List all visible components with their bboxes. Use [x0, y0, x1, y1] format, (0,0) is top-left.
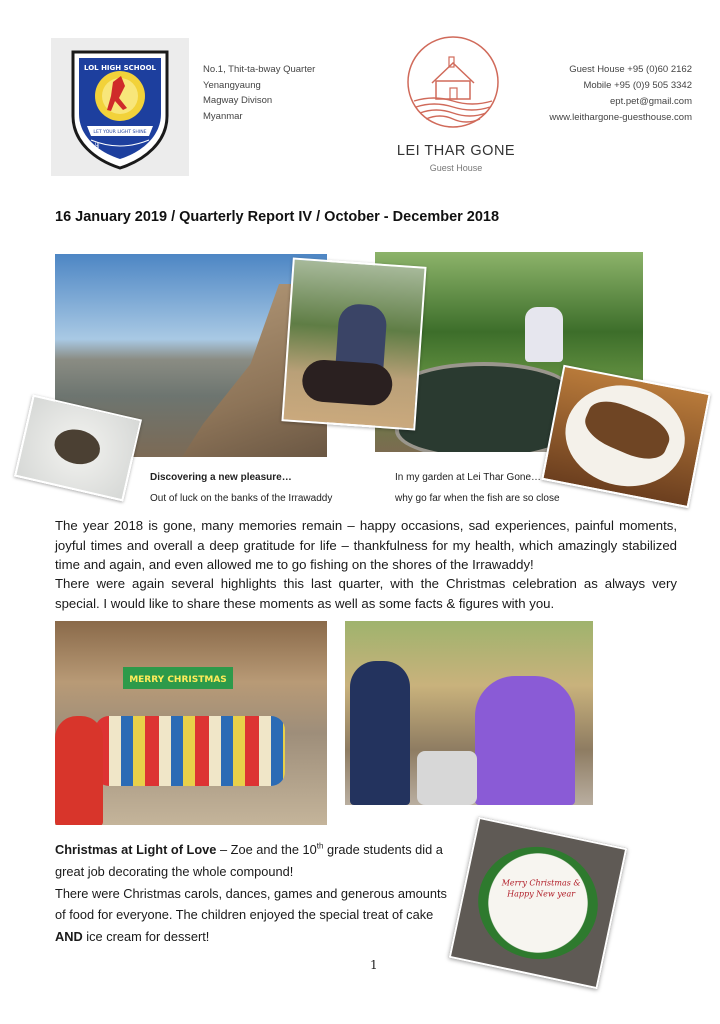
paragraph-highlights: There were again several highlights this last quarter, with the Christmas celebration as always very special. I would like to share these moments as well as some facts & figures with you.	[55, 576, 677, 611]
school-logo	[51, 38, 189, 176]
page-number: 1	[370, 958, 378, 972]
guesthouse-subtitle: Guest House	[429, 163, 483, 173]
contact-phone-guesthouse: Guest House +95 (0)60 2162	[569, 64, 692, 75]
photo-motorbike	[281, 258, 426, 431]
caption-right-subtitle: why go far when the fish are so close	[395, 493, 560, 504]
photo-christmas-cake	[449, 817, 628, 989]
guesthouse-name: LEI THAR GONE	[396, 143, 516, 159]
paragraph-intro: The year 2018 is gone, many memories remain – happy occasions, sad experiences, painful moments, joyful times and overall a deep gratitude for life – thankfulness for my health, which amazingly stabilized time and again, and even allowed me to go fishing on the shores of the Irrawaddy!	[55, 518, 677, 572]
caption-left-subtitle: Out of luck on the banks of the Irrawaddy	[150, 493, 333, 504]
address-line: Magway Divison	[203, 95, 273, 106]
contact-email[interactable]: ept.pet@gmail.com	[610, 96, 692, 107]
contact-phone-mobile: Mobile +95 (0)9 505 3342	[583, 80, 692, 91]
caption-right-title: In my garden at Lei Thar Gone…	[395, 472, 542, 483]
christmas-heading: Christmas at Light of Love	[55, 842, 217, 857]
caption-left-title: Discovering a new pleasure…	[150, 472, 292, 483]
address-block	[203, 62, 315, 124]
house-logo-icon	[404, 33, 502, 131]
photo-fried-fish	[541, 365, 711, 508]
address-line: Myanmar	[203, 110, 243, 122]
contact-website[interactable]: www.leithargone-guesthouse.com	[549, 112, 692, 123]
guesthouse-logo	[404, 33, 502, 131]
svg-text:ᦼ: ᦼ	[95, 140, 100, 148]
address-line: No.1, Thit-ta-bway Quarter	[203, 64, 316, 75]
svg-text:LOL HIGH SCHOOL: LOL HIGH SCHOOL	[84, 64, 156, 72]
svg-text:LET YOUR LIGHT SHINE: LET YOUR LIGHT SHINE	[93, 130, 147, 135]
school-crest-icon	[51, 38, 189, 176]
christmas-banner-icon	[123, 667, 233, 689]
contact-block	[549, 62, 692, 126]
report-title: 16 January 2019 / Quarterly Report IV / October - December 2018	[55, 209, 500, 225]
christmas-paragraph: Christmas at Light of Love – Zoe and the 10th grade students did a great job decorating the whole compound! There were Christmas carols, dances, games and generous amounts of food for everyone. The children enjoyed the special treat of cake AND ice cream for dessert!	[55, 841, 447, 945]
cake-lettering: Merry Christmas & Happy New year	[501, 878, 581, 899]
photo-christmas-children	[55, 621, 327, 825]
address-line: Yenangyaung	[203, 79, 261, 91]
svg-text:MERRY CHRISTMAS: MERRY CHRISTMAS	[129, 675, 227, 685]
photo-christmas-food	[345, 621, 593, 805]
